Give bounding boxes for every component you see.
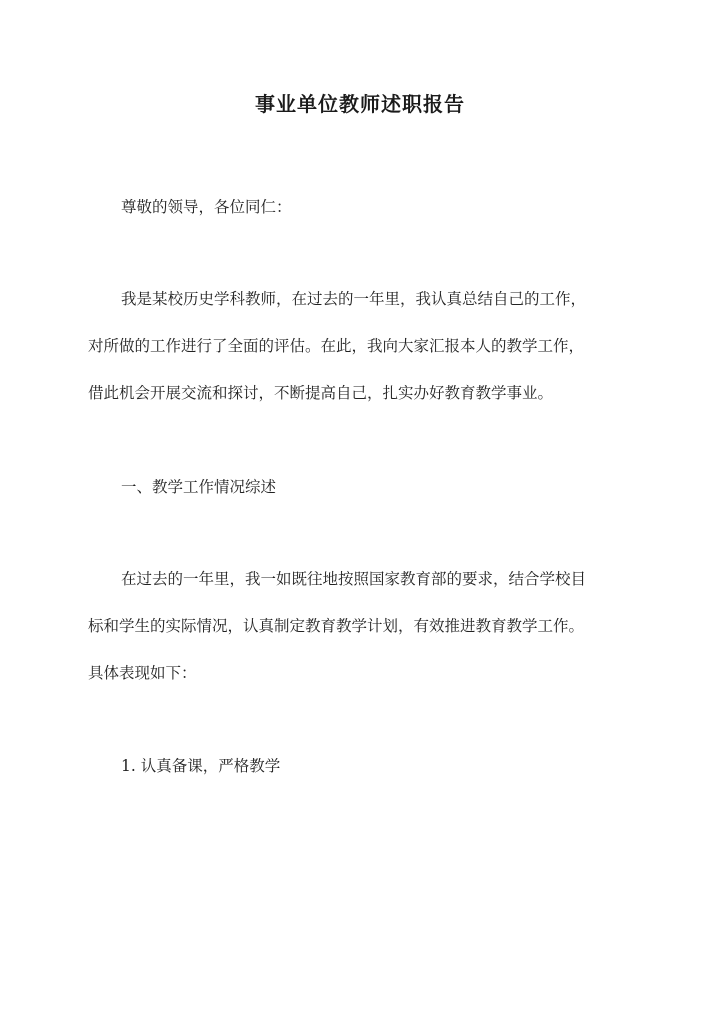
document-title: 事业单位教师述职报告	[255, 92, 465, 116]
intro-line: 我是某校历史学科教师，在过去的一年里，我认真总结自己的工作，	[121, 290, 587, 308]
overview-paragraph	[88, 556, 648, 697]
intro-line: 借此机会开展交流和探讨，不断提高自己，扎实办好教育教学事业。	[88, 384, 554, 402]
overview-line: 在过去的一年里，我一如既往地按照国家教育部的要求，结合学校目	[121, 570, 587, 588]
salutation: 尊敬的领导，各位同仁：	[121, 198, 292, 216]
section-heading: 一、教学工作情况综述	[121, 478, 277, 496]
intro-paragraph	[88, 276, 648, 417]
subsection-heading: 1. 认真备课，严格教学	[121, 757, 281, 775]
overview-line: 标和学生的实际情况，认真制定教育教学计划，有效推进教育教学工作。	[88, 617, 585, 635]
intro-line: 对所做的工作进行了全面的评估。在此，我向大家汇报本人的教学工作，	[88, 337, 585, 355]
overview-line: 具体表现如下：	[88, 664, 197, 682]
